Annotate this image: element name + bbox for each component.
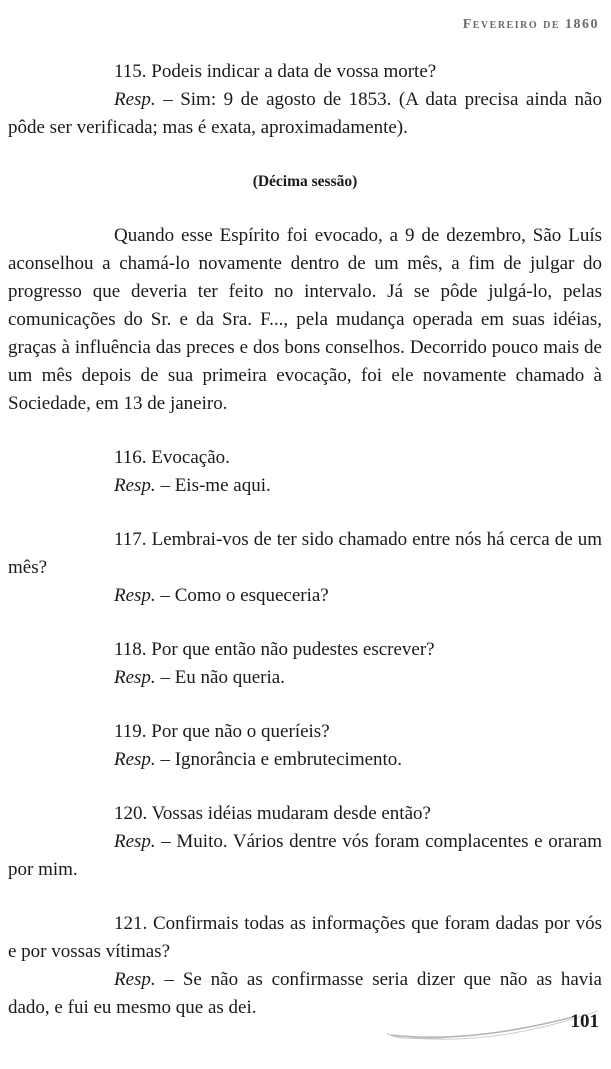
- question-118: 118. Por que então não pudestes escrever?: [114, 639, 435, 660]
- answer-text: – Como o esqueceria?: [155, 585, 329, 606]
- question-115: 115. Podeis indicar a data de vossa morte?: [114, 61, 437, 82]
- answer-115: [8, 86, 602, 142]
- answer-text: – Muito. Vários dentre vós foram complacentes e oraram por mim.: [8, 831, 602, 880]
- page-number: 101: [570, 1011, 599, 1032]
- resp-label: Resp.: [114, 969, 156, 990]
- question-119: 119. Por que não o queríeis?: [114, 721, 330, 742]
- question-121: 121. Confirmais todas as informações que foram dadas por vós e por vossas vítimas?: [8, 913, 602, 962]
- resp-label: Resp.: [114, 475, 156, 496]
- page-body: [8, 58, 602, 1022]
- answer-text: – Se não as confirmasse seria dizer que não as havia dado, e fui eu mesmo que as dei.: [8, 969, 602, 1018]
- resp-label: Resp.: [114, 585, 156, 606]
- answer-117: [8, 582, 602, 610]
- answer-text: – Eu não queria.: [155, 667, 285, 688]
- page-footer: [383, 1005, 603, 1045]
- question-117: 117. Lembrai-vos de ter sido chamado entre nós há cerca de um mês?: [8, 529, 602, 578]
- resp-label: Resp.: [114, 667, 156, 688]
- question-116: 116. Evocação.: [114, 447, 230, 468]
- answer-text: – Eis-me aqui.: [155, 475, 271, 496]
- resp-label: Resp.: [114, 749, 156, 770]
- narrative-paragraph: Quando esse Espírito foi evocado, a 9 de dezembro, São Luís aconselhou a chamá-lo novamente dentro de um mês, a fim de julgar do progresso que deveria ter feito no intervalo. Já se pôde julgá-lo, pelas comunicações do Sr. e da Sra. F..., pela mudança operada em suas idéias, graças à influência das preces e dos bons conselhos. Decorrido pouco mais de um mês depois de sua primeira evocação, foi ele novamente chamado à Sociedade, em 13 de janeiro.: [8, 225, 602, 414]
- answer-119: [8, 746, 602, 774]
- question-120: 120. Vossas idéias mudaram desde então?: [114, 803, 431, 824]
- answer-text: – Sim: 9 de agosto de 1853. (A data precisa ainda não pôde ser verificada; mas é exata, aproximadamente).: [8, 89, 602, 138]
- answer-text: – Ignorância e embrutecimento.: [155, 749, 403, 770]
- resp-label: Resp.: [114, 89, 156, 110]
- answer-116: [8, 472, 602, 500]
- answer-120: [8, 828, 602, 884]
- section-heading: (Décima sessão): [252, 173, 358, 190]
- answer-118: [8, 664, 602, 692]
- running-head: Fevereiro de 1860: [462, 17, 599, 32]
- resp-label: Resp.: [114, 831, 156, 852]
